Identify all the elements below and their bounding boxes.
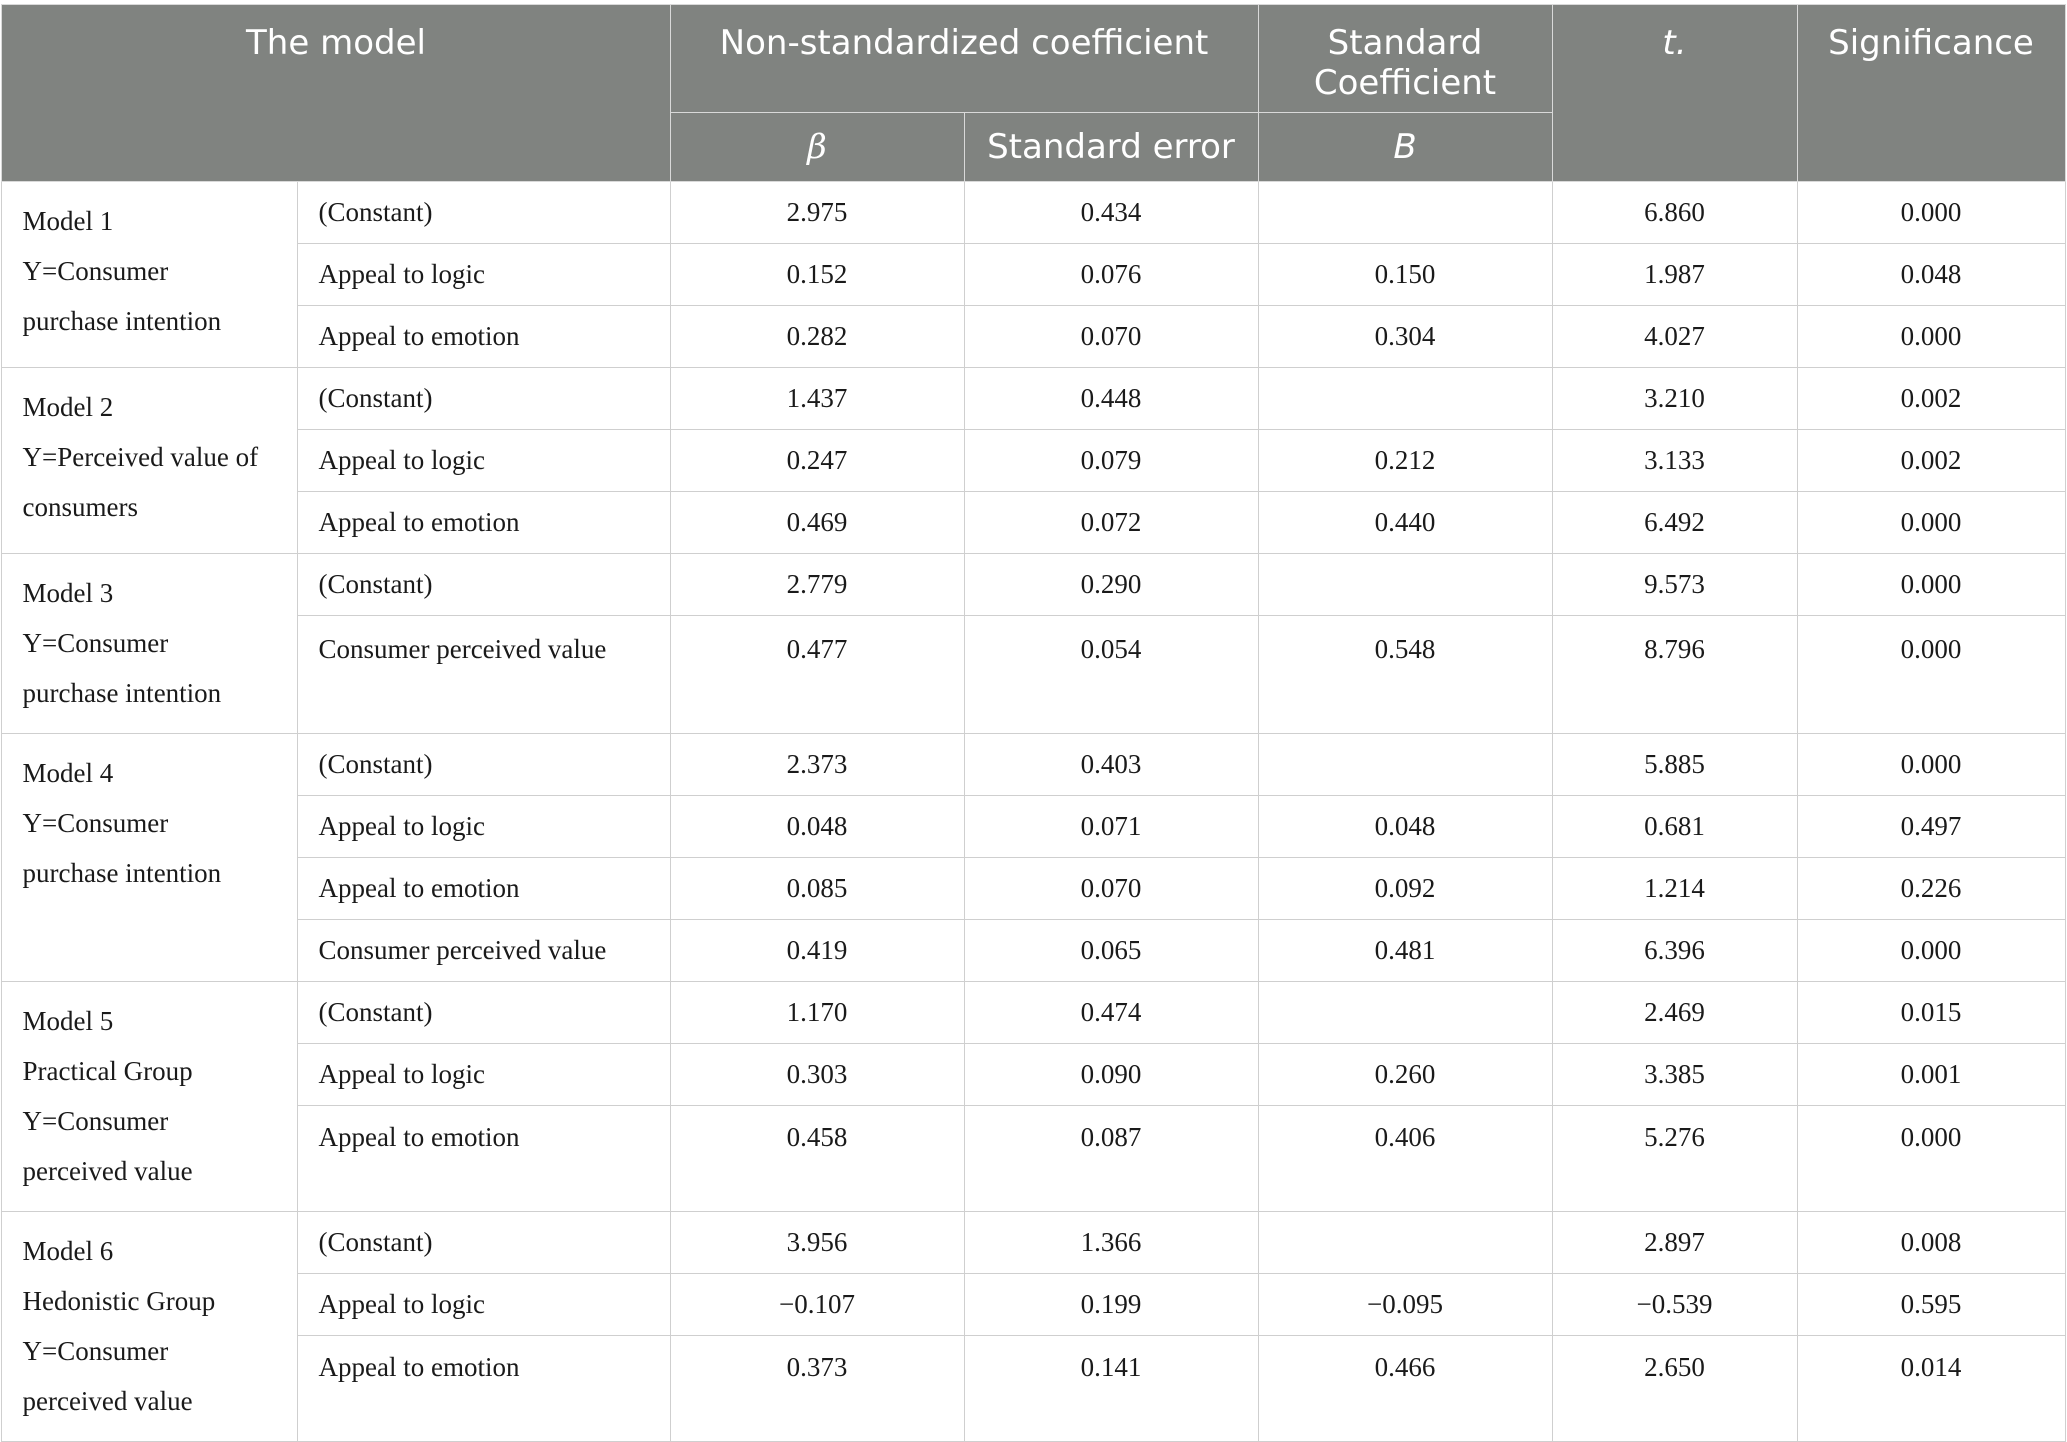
variable-cell: Appeal to logic: [298, 1274, 670, 1336]
standard-error-cell: 0.403: [964, 734, 1258, 796]
model-label-line: purchase intention: [22, 306, 222, 336]
beta-cell: 2.779: [670, 554, 964, 616]
header-model: The model: [2, 5, 670, 182]
standard-error-cell: 0.090: [964, 1044, 1258, 1106]
variable-cell: Consumer perceived value: [298, 920, 670, 982]
beta-cell: 0.048: [670, 796, 964, 858]
standard-coefficient-cell: 0.481: [1258, 920, 1552, 982]
table-row: [2, 734, 2065, 796]
standard-coefficient-cell: [1258, 982, 1552, 1044]
table-row: [2, 368, 2065, 430]
model-label-line: Model 4: [22, 758, 114, 788]
table-row: [2, 1274, 2065, 1336]
t-value-cell: 3.133: [1552, 430, 1797, 492]
variable-cell: Appeal to emotion: [298, 492, 670, 554]
table-row: [2, 858, 2065, 920]
model-label-line: perceived value: [22, 1386, 193, 1416]
significance-cell: 0.015: [1797, 982, 2065, 1044]
variable-cell: Appeal to emotion: [298, 858, 670, 920]
table-row: [2, 244, 2065, 306]
t-value-cell: 9.573: [1552, 554, 1797, 616]
variable-cell: (Constant): [298, 1212, 670, 1274]
beta-cell: 3.956: [670, 1212, 964, 1274]
table-body: [2, 182, 2065, 1442]
table-row: [2, 182, 2065, 244]
table-row: [2, 920, 2065, 982]
variable-cell: (Constant): [298, 982, 670, 1044]
t-value-cell: 6.492: [1552, 492, 1797, 554]
model-label-line: Y=Perceived value of: [22, 442, 259, 472]
t-value-cell: 1.987: [1552, 244, 1797, 306]
significance-cell: 0.000: [1797, 1106, 2065, 1212]
standard-error-cell: 0.199: [964, 1274, 1258, 1336]
model-label-line: Model 6: [22, 1236, 114, 1266]
header-standard-coefficient: Standard Coefficient: [1258, 5, 1552, 113]
t-value-cell: 5.885: [1552, 734, 1797, 796]
standard-coefficient-cell: [1258, 182, 1552, 244]
table-header: [2, 5, 2065, 182]
t-value-cell: 3.210: [1552, 368, 1797, 430]
standard-error-cell: 0.434: [964, 182, 1258, 244]
table-row: [2, 1106, 2065, 1212]
significance-cell: 0.000: [1797, 306, 2065, 368]
model-label-line: Model 3: [22, 578, 114, 608]
variable-cell: (Constant): [298, 734, 670, 796]
t-value-cell: 4.027: [1552, 306, 1797, 368]
variable-cell: Appeal to logic: [298, 796, 670, 858]
standard-error-cell: 0.474: [964, 982, 1258, 1044]
beta-cell: 0.373: [670, 1336, 964, 1442]
model-label: [2, 554, 298, 734]
standard-error-cell: 0.141: [964, 1336, 1258, 1442]
t-value-cell: −0.539: [1552, 1274, 1797, 1336]
variable-cell: Appeal to logic: [298, 1044, 670, 1106]
standard-error-cell: 1.366: [964, 1212, 1258, 1274]
beta-cell: 0.152: [670, 244, 964, 306]
beta-cell: 0.085: [670, 858, 964, 920]
model-label-line: Hedonistic Group: [22, 1286, 216, 1316]
model-label: [2, 182, 298, 368]
t-value-cell: 5.276: [1552, 1106, 1797, 1212]
standard-error-cell: 0.079: [964, 430, 1258, 492]
model-label-line: Y=Consumer: [22, 1336, 169, 1366]
model-label: [2, 982, 298, 1212]
standard-error-cell: 0.071: [964, 796, 1258, 858]
beta-cell: 0.282: [670, 306, 964, 368]
model-label-line: Model 2: [22, 392, 114, 422]
model-label-line: Model 5: [22, 1006, 114, 1036]
beta-cell: 0.419: [670, 920, 964, 982]
significance-cell: 0.000: [1797, 182, 2065, 244]
standard-error-cell: 0.070: [964, 306, 1258, 368]
significance-cell: 0.008: [1797, 1212, 2065, 1274]
standard-error-cell: 0.087: [964, 1106, 1258, 1212]
standard-coefficient-cell: 0.466: [1258, 1336, 1552, 1442]
standard-coefficient-cell: 0.440: [1258, 492, 1552, 554]
table-row: [2, 1212, 2065, 1274]
t-value-cell: 1.214: [1552, 858, 1797, 920]
standard-coefficient-cell: −0.095: [1258, 1274, 1552, 1336]
header-beta: β: [670, 113, 964, 182]
beta-cell: 0.247: [670, 430, 964, 492]
header-standard-error: Standard error: [964, 113, 1258, 182]
significance-cell: 0.000: [1797, 616, 2065, 734]
model-label: [2, 734, 298, 982]
table-row: [2, 492, 2065, 554]
significance-cell: 0.002: [1797, 368, 2065, 430]
variable-cell: (Constant): [298, 554, 670, 616]
table-row: [2, 306, 2065, 368]
standard-error-cell: 0.076: [964, 244, 1258, 306]
standard-coefficient-cell: 0.406: [1258, 1106, 1552, 1212]
beta-cell: 0.303: [670, 1044, 964, 1106]
standard-coefficient-cell: [1258, 734, 1552, 796]
standard-error-cell: 0.070: [964, 858, 1258, 920]
model-label-line: perceived value: [22, 1156, 193, 1186]
variable-cell: (Constant): [298, 368, 670, 430]
t-value-cell: 6.860: [1552, 182, 1797, 244]
variable-cell: Consumer perceived value: [298, 616, 670, 734]
table-row: [2, 616, 2065, 734]
table-row: [2, 430, 2065, 492]
significance-cell: 0.000: [1797, 492, 2065, 554]
standard-error-cell: 0.072: [964, 492, 1258, 554]
t-value-cell: 2.650: [1552, 1336, 1797, 1442]
beta-cell: 0.477: [670, 616, 964, 734]
standard-coefficient-cell: 0.048: [1258, 796, 1552, 858]
standard-coefficient-cell: [1258, 554, 1552, 616]
t-value-cell: 2.469: [1552, 982, 1797, 1044]
model-label-line: purchase intention: [22, 858, 222, 888]
standard-coefficient-cell: [1258, 1212, 1552, 1274]
significance-cell: 0.048: [1797, 244, 2065, 306]
beta-cell: 1.170: [670, 982, 964, 1044]
variable-cell: Appeal to emotion: [298, 1106, 670, 1212]
standard-error-cell: 0.065: [964, 920, 1258, 982]
model-label-line: Y=Consumer: [22, 628, 169, 658]
model-label-line: Y=Consumer: [22, 1106, 169, 1136]
beta-cell: 2.373: [670, 734, 964, 796]
header-significance: Significance: [1797, 5, 2065, 182]
t-value-cell: 8.796: [1552, 616, 1797, 734]
significance-cell: 0.595: [1797, 1274, 2065, 1336]
significance-cell: 0.000: [1797, 734, 2065, 796]
t-value-cell: 2.897: [1552, 1212, 1797, 1274]
beta-cell: 0.469: [670, 492, 964, 554]
header-t: t.: [1552, 5, 1797, 182]
table-row: [2, 554, 2065, 616]
model-label-line: Y=Consumer: [22, 256, 169, 286]
table-row: [2, 982, 2065, 1044]
standard-coefficient-cell: 0.548: [1258, 616, 1552, 734]
regression-table: [1, 4, 2065, 1442]
model-label-line: purchase intention: [22, 678, 222, 708]
significance-cell: 0.226: [1797, 858, 2065, 920]
beta-cell: 1.437: [670, 368, 964, 430]
significance-cell: 0.002: [1797, 430, 2065, 492]
model-label-line: Model 1: [22, 206, 114, 236]
standard-error-cell: 0.054: [964, 616, 1258, 734]
standard-error-cell: 0.448: [964, 368, 1258, 430]
standard-coefficient-cell: [1258, 368, 1552, 430]
beta-cell: 0.458: [670, 1106, 964, 1212]
model-label-line: Practical Group: [22, 1056, 193, 1086]
significance-cell: 0.497: [1797, 796, 2065, 858]
model-label: [2, 368, 298, 554]
variable-cell: Appeal to emotion: [298, 306, 670, 368]
standard-coefficient-cell: 0.150: [1258, 244, 1552, 306]
variable-cell: (Constant): [298, 182, 670, 244]
variable-cell: Appeal to logic: [298, 430, 670, 492]
standard-error-cell: 0.290: [964, 554, 1258, 616]
standard-coefficient-cell: 0.304: [1258, 306, 1552, 368]
header-non-standardized: Non-standardized coefficient: [670, 5, 1258, 113]
table-row: [2, 1044, 2065, 1106]
beta-cell: 2.975: [670, 182, 964, 244]
significance-cell: 0.001: [1797, 1044, 2065, 1106]
t-value-cell: 3.385: [1552, 1044, 1797, 1106]
variable-cell: Appeal to logic: [298, 244, 670, 306]
significance-cell: 0.014: [1797, 1336, 2065, 1442]
table-row: [2, 796, 2065, 858]
model-label-line: Y=Consumer: [22, 808, 169, 838]
standard-coefficient-cell: 0.092: [1258, 858, 1552, 920]
t-value-cell: 6.396: [1552, 920, 1797, 982]
significance-cell: 0.000: [1797, 554, 2065, 616]
model-label-line: consumers: [22, 492, 138, 522]
variable-cell: Appeal to emotion: [298, 1336, 670, 1442]
model-label: [2, 1212, 298, 1442]
significance-cell: 0.000: [1797, 920, 2065, 982]
standard-coefficient-cell: 0.212: [1258, 430, 1552, 492]
header-B: B: [1258, 113, 1552, 182]
standard-coefficient-cell: 0.260: [1258, 1044, 1552, 1106]
t-value-cell: 0.681: [1552, 796, 1797, 858]
beta-cell: −0.107: [670, 1274, 964, 1336]
table-row: [2, 1336, 2065, 1442]
